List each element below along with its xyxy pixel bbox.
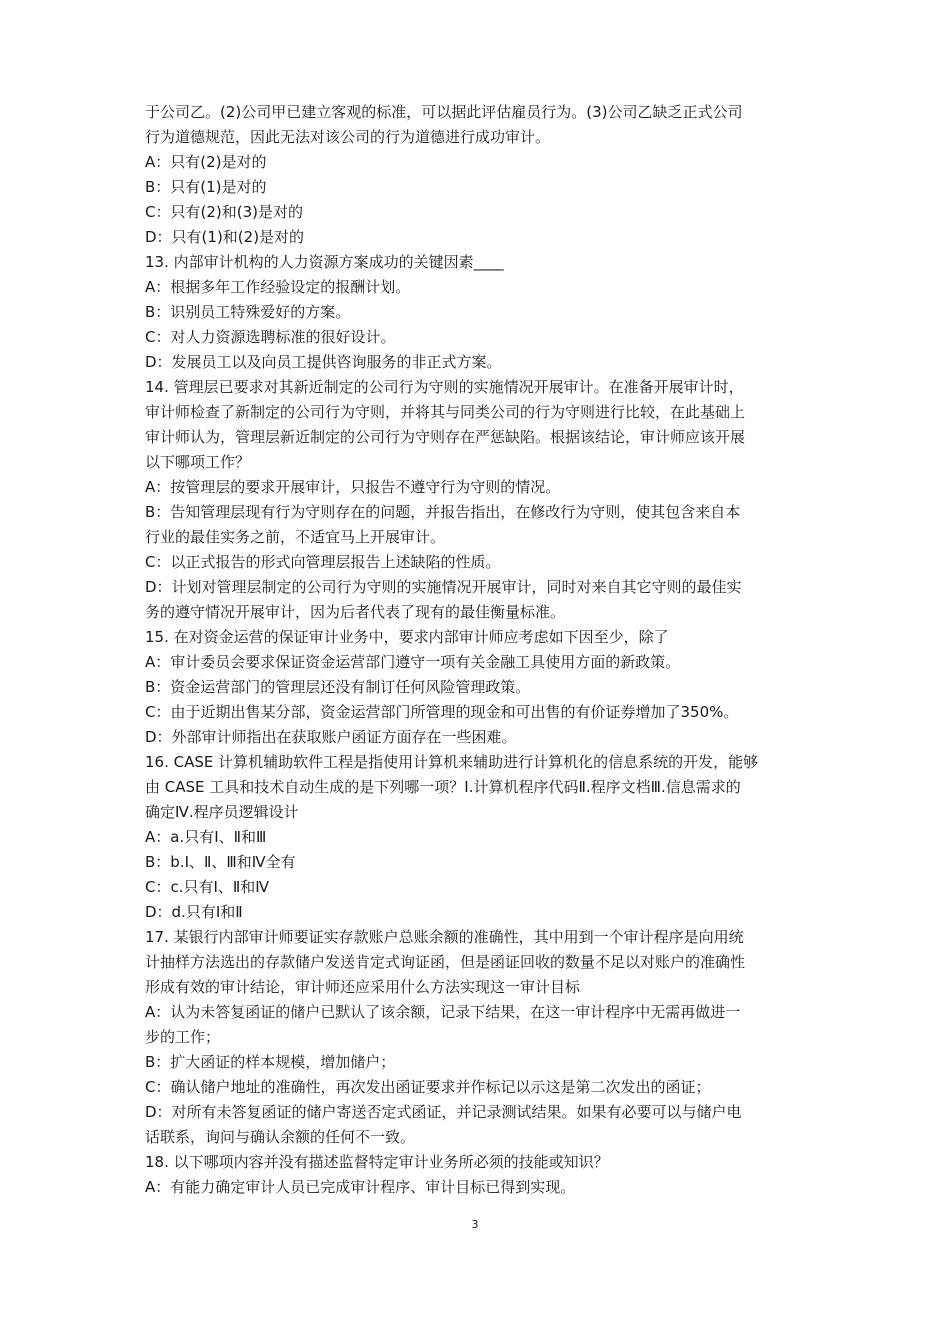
text-line: 以下哪项工作？: [145, 453, 251, 471]
answer-option: A：按管理层的要求开展审计，只报告不遵守行为守则的情况。: [145, 478, 561, 496]
text-line: 于公司乙。(2)公司甲已建立客观的标准，可以据此评估雇员行为。(3)公司乙缺乏正式公司: [145, 103, 743, 121]
answer-option: C：c.只有Ⅰ、Ⅱ和Ⅳ: [145, 878, 270, 896]
answer-option: D：外部审计师指出在获取账户函证方面存在一些困难。: [145, 728, 517, 746]
answer-option: A：认为未答复函证的储户已默认了该余额，记录下结果，在这一审计程序中无需再做进一: [145, 1003, 741, 1021]
text-line: 由 CASE 工具和技术自动生成的是下列哪一项？Ⅰ.计算机程序代码Ⅱ.程序文档Ⅲ.信息需求的: [145, 778, 741, 796]
text-line: 审计师认为，管理层新近制定的公司行为守则存在严惩缺陷。根据该结论，审计师应该开展: [145, 428, 746, 446]
answer-option: B：只有(1)是对的: [145, 178, 267, 196]
text-line: 确定Ⅳ.程序员逻辑设计: [145, 803, 299, 821]
answer-option: A：审计委员会要求保证资金运营部门遵守一项有关金融工具使用方面的新政策。: [145, 653, 681, 671]
question-18: 18. 以下哪项内容并没有描述监督特定审计业务所必须的技能或知识？: [145, 1153, 609, 1171]
question-13: 13. 内部审计机构的人力资源方案成功的关键因素____: [145, 253, 504, 271]
answer-option: B：扩大函证的样本规模，增加储户；: [145, 1053, 396, 1071]
text-line: 话联系，询问与确认余额的任何不一致。: [145, 1128, 416, 1146]
answer-option: C：只有(2)和(3)是对的: [145, 203, 303, 221]
answer-option: A：有能力确定审计人员已完成审计程序、审计目标已得到实现。: [145, 1178, 576, 1196]
answer-option: D：只有(1)和(2)是对的: [145, 228, 305, 246]
question-16: 16. CASE 计算机辅助软件工程是指使用计算机来辅助进行计算机化的信息系统的开发，能够: [145, 753, 759, 771]
text-line: 务的遵守情况开展审计，因为后者代表了现有的最佳衡量标准。: [145, 603, 566, 621]
text-line: 形成有效的审计结论，审计师还应采用什么方法实现这一审计目标: [145, 978, 581, 996]
answer-option: B：识别员工特殊爱好的方案。: [145, 303, 351, 321]
answer-option: D：对所有未答复函证的储户寄送否定式函证，并记录测试结果。如果有必要可以与储户电: [145, 1103, 742, 1121]
answer-option: C：由于近期出售某分部，资金运营部门所管理的现金和可出售的有价证券增加了350%。: [145, 703, 739, 721]
answer-option: C：确认储户地址的准确性，再次发出函证要求并作标记以示这是第二次发出的函证；: [145, 1078, 711, 1096]
answer-option: B：资金运营部门的管理层还没有制订任何风险管理政策。: [145, 678, 531, 696]
question-17: 17. 某银行内部审计师要证实存款账户总账余额的准确性，其中用到一个审计程序是向用统: [145, 928, 744, 946]
answer-option: C：对人力资源选聘标准的很好设计。: [145, 328, 396, 346]
answer-option: D：发展员工以及向员工提供咨询服务的非正式方案。: [145, 353, 502, 371]
document-body: [145, 100, 815, 1200]
question-14: 14. 管理层已要求对其新近制定的公司行为守则的实施情况开展审计。在准备开展审计时，: [145, 378, 744, 396]
text-line: 行为道德规范，因此无法对该公司的行为道德进行成功审计。: [145, 128, 551, 146]
text-line: 步的工作；: [145, 1028, 221, 1046]
answer-option: A：根据多年工作经验设定的报酬计划。: [145, 278, 411, 296]
text-line: 计抽样方法选出的存款储户发送肯定式询证函，但是函证回收的数量不足以对账户的准确性: [145, 953, 746, 971]
answer-option: B：告知管理层现有行为守则存在的问题，并报告指出，在修改行为守则，使其包含来自本: [145, 503, 741, 521]
answer-option: A：a.只有Ⅰ、Ⅱ和Ⅲ: [145, 828, 267, 846]
page-number: 3: [471, 1218, 479, 1231]
answer-option: A：只有(2)是对的: [145, 153, 267, 171]
answer-option: D：d.只有Ⅰ和Ⅱ: [145, 903, 243, 921]
text-line: 行业的最佳实务之前，不适宜马上开展审计。: [145, 528, 446, 546]
answer-option: B：b.Ⅰ、Ⅱ、Ⅲ和Ⅳ全有: [145, 853, 296, 871]
text-line: 审计师检查了新制定的公司行为守则，并将其与同类公司的行为守则进行比较，在此基础上: [145, 403, 746, 421]
answer-option: C：以正式报告的形式向管理层报告上述缺陷的性质。: [145, 553, 501, 571]
question-15: 15. 在对资金运营的保证审计业务中，要求内部审计师应考虑如下因至少，除了: [145, 628, 669, 646]
answer-option: D：计划对管理层制定的公司行为守则的实施情况开展审计，同时对来自其它守则的最佳实: [145, 578, 742, 596]
